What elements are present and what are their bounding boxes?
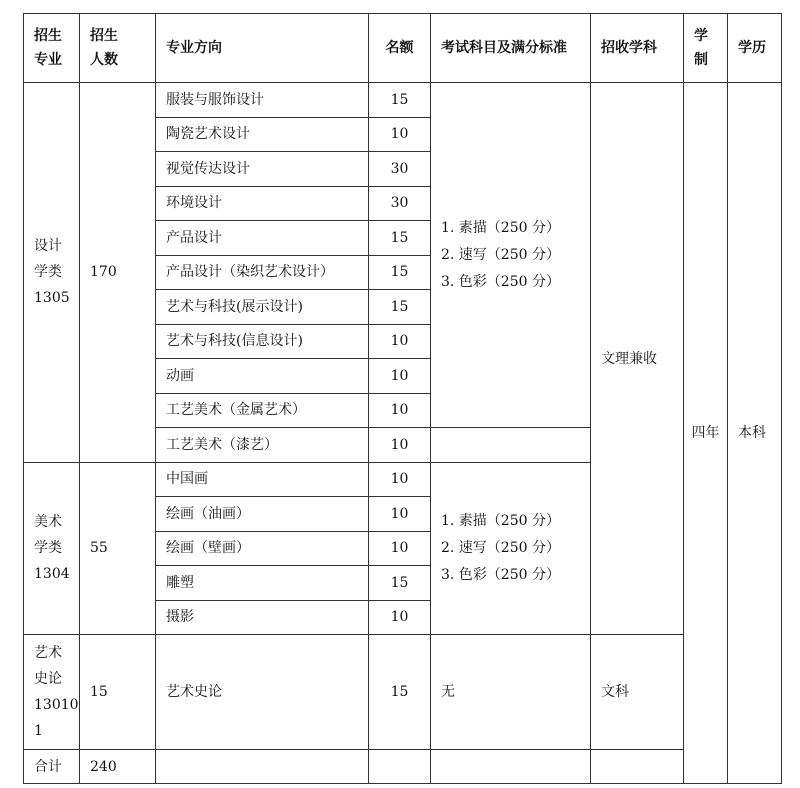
direction-cell: 环境设计	[156, 186, 369, 221]
enroll-cell: 55	[80, 462, 156, 635]
direction-cell: 绘画（油画）	[156, 497, 369, 532]
total-value: 240	[80, 750, 156, 784]
quota-cell: 10	[369, 393, 431, 428]
direction-cell: 陶瓷艺术设计	[156, 117, 369, 152]
header-subject-type: 招收学科	[591, 14, 684, 83]
major-cell: 设计 学类 1305	[24, 83, 80, 463]
table-row	[24, 635, 782, 750]
direction-cell: 雕塑	[156, 566, 369, 601]
enrollment-table	[23, 13, 782, 784]
degree-cell: 本科	[728, 83, 782, 784]
quota-cell: 10	[369, 497, 431, 532]
enroll-cell: 170	[80, 83, 156, 463]
quota-cell: 30	[369, 186, 431, 221]
total-row	[24, 750, 782, 784]
subject-type-cell: 文理兼收	[591, 83, 684, 635]
header-exam: 考试科目及满分标准	[431, 14, 591, 83]
header-direction: 专业方向	[156, 14, 369, 83]
direction-cell: 艺术与科技(信息设计)	[156, 324, 369, 359]
direction-cell: 工艺美术（漆艺）	[156, 428, 369, 463]
major-cell: 美术 学类 1304	[24, 462, 80, 635]
header-major: 招生 专业	[24, 14, 80, 83]
exam-cell: 无	[431, 635, 591, 750]
direction-cell: 动画	[156, 359, 369, 394]
header-row	[24, 14, 782, 83]
exam-cell: 1. 素描（250 分） 2. 速写（250 分） 3. 色彩（250 分）	[431, 83, 591, 428]
empty-cell	[591, 750, 684, 784]
total-label: 合计	[24, 750, 80, 784]
quota-cell: 15	[369, 83, 431, 118]
header-quota: 名额	[369, 14, 431, 83]
direction-cell: 工艺美术（金属艺术）	[156, 393, 369, 428]
quota-cell: 10	[369, 324, 431, 359]
empty-cell	[369, 750, 431, 784]
exam-cell-empty	[431, 428, 591, 463]
direction-cell: 绘画（壁画）	[156, 531, 369, 566]
direction-cell: 中国画	[156, 462, 369, 497]
empty-cell	[156, 750, 369, 784]
quota-cell: 10	[369, 600, 431, 635]
enroll-cell: 15	[80, 635, 156, 750]
quota-cell: 10	[369, 531, 431, 566]
direction-cell: 摄影	[156, 600, 369, 635]
header-degree: 学历	[728, 14, 782, 83]
direction-cell: 产品设计（染织艺术设计）	[156, 255, 369, 290]
header-enroll-count: 招生 人数	[80, 14, 156, 83]
direction-cell: 服装与服饰设计	[156, 83, 369, 118]
quota-cell: 15	[369, 290, 431, 325]
subject-type-cell: 文科	[591, 635, 684, 750]
quota-cell: 10	[369, 359, 431, 394]
direction-cell: 艺术与科技(展示设计)	[156, 290, 369, 325]
table-row	[24, 83, 782, 118]
quota-cell: 10	[369, 117, 431, 152]
quota-cell: 10	[369, 428, 431, 463]
quota-cell: 30	[369, 152, 431, 187]
direction-cell: 产品设计	[156, 221, 369, 256]
major-cell: 艺术 史论 13010 1	[24, 635, 80, 750]
header-duration: 学 制	[684, 14, 728, 83]
direction-cell: 艺术史论	[156, 635, 369, 750]
quota-cell: 15	[369, 566, 431, 601]
quota-cell: 15	[369, 221, 431, 256]
exam-cell: 1. 素描（250 分） 2. 速写（250 分） 3. 色彩（250 分）	[431, 462, 591, 635]
quota-cell: 15	[369, 635, 431, 750]
duration-cell: 四年	[684, 83, 728, 784]
empty-cell	[431, 750, 591, 784]
quota-cell: 15	[369, 255, 431, 290]
direction-cell: 视觉传达设计	[156, 152, 369, 187]
quota-cell: 10	[369, 462, 431, 497]
